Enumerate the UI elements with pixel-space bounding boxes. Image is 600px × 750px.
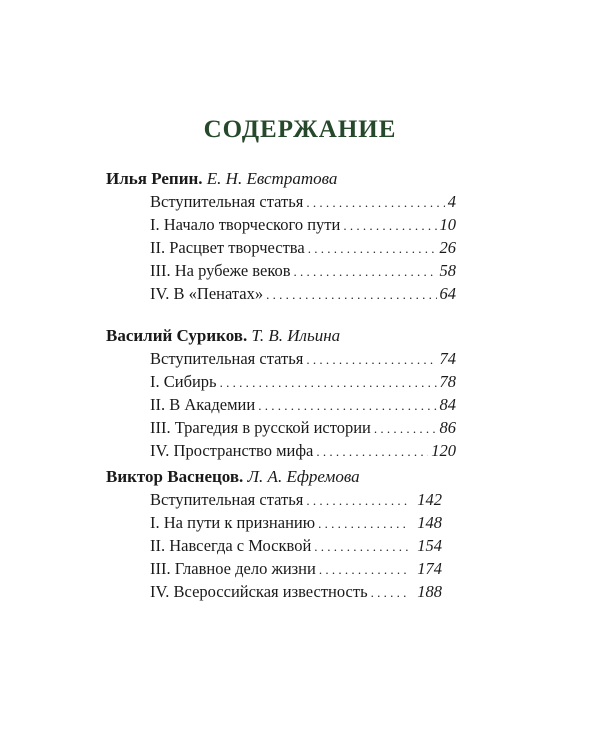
entry-page-number: 64	[439, 284, 456, 303]
dot-leader	[266, 283, 436, 306]
entry-page-number: 58	[439, 261, 456, 280]
entry-label: I. На пути к признанию	[150, 513, 316, 532]
toc-entry[interactable]	[150, 439, 456, 462]
artist-name: Илья Репин.	[106, 169, 203, 188]
entry-label: III. Главное дело жизни	[150, 559, 316, 578]
page-title: СОДЕРЖАНИЕ	[203, 116, 397, 143]
entry-page-number: 148	[417, 513, 442, 532]
toc-entry[interactable]	[150, 557, 456, 580]
toc-entry[interactable]	[150, 259, 456, 282]
toc-entries	[150, 190, 456, 305]
toc-entry[interactable]	[150, 511, 456, 534]
dot-leader	[308, 237, 437, 260]
dot-leader	[306, 489, 409, 512]
entry-label: II. В Академии	[150, 395, 256, 414]
toc-entry[interactable]	[150, 416, 456, 439]
entry-page-number: 174	[417, 559, 442, 578]
dot-leader	[294, 260, 437, 283]
entry-page-number: 188	[417, 582, 442, 601]
entry-label: Вступительная статья	[150, 490, 304, 509]
section-heading	[106, 168, 466, 190]
entry-label: I. Сибирь	[150, 372, 217, 391]
toc-entries	[150, 347, 456, 462]
dot-leader	[306, 348, 436, 371]
artist-name: Василий Суриков.	[106, 326, 248, 345]
entry-page-number: 4	[447, 192, 456, 211]
toc-entry[interactable]	[150, 488, 456, 511]
entry-page-number: 86	[439, 418, 456, 437]
editor-name: Л. А. Ефремова	[247, 467, 360, 486]
editor-name: Т. В. Ильина	[251, 326, 341, 345]
entry-label: I. Начало творческого пути	[150, 215, 341, 234]
entry-label: II. Навсегда с Москвой	[150, 536, 312, 555]
toc-entries	[150, 488, 456, 603]
section-heading	[106, 466, 466, 488]
dot-leader	[343, 214, 436, 237]
entry-page-number: 120	[431, 441, 456, 460]
entry-page-number: 74	[439, 349, 456, 368]
toc-entry[interactable]	[150, 282, 456, 305]
entry-page-number: 10	[439, 215, 456, 234]
entry-label: Вступительная статья	[150, 349, 304, 368]
artist-name: Виктор Васнецов.	[106, 467, 244, 486]
entry-label: IV. В «Пенатах»	[150, 284, 264, 303]
entry-page-number: 78	[439, 372, 456, 391]
entry-label: II. Расцвет творчества	[150, 238, 305, 257]
toc-entry[interactable]	[150, 213, 456, 236]
entry-label: IV. Пространство мифа	[150, 441, 314, 460]
dot-leader	[258, 394, 436, 417]
toc-entry[interactable]	[150, 534, 456, 557]
entry-label: III. Трагедия в русской истории	[150, 418, 371, 437]
entry-label: Вступительная статья	[150, 192, 304, 211]
toc-section-vasnetsov	[106, 466, 466, 603]
toc-entry[interactable]	[150, 236, 456, 259]
dot-leader	[220, 371, 437, 394]
entry-page-number: 142	[417, 490, 442, 509]
entry-label: III. На рубеже веков	[150, 261, 291, 280]
dot-leader	[318, 512, 409, 535]
entry-page-number: 84	[439, 395, 456, 414]
entry-page-number: 154	[417, 536, 442, 555]
editor-name: Е. Н. Евстратова	[206, 169, 338, 188]
toc-entry[interactable]	[150, 580, 456, 603]
toc-entry[interactable]	[150, 190, 456, 213]
dot-leader	[374, 417, 437, 440]
dot-leader	[314, 535, 409, 558]
dot-leader	[371, 581, 409, 604]
section-heading	[106, 325, 466, 347]
entry-page-number: 26	[439, 238, 456, 257]
entry-label: IV. Всероссийская известность	[150, 582, 368, 601]
toc-section-surikov	[106, 325, 466, 462]
toc-entry[interactable]	[150, 347, 456, 370]
dot-leader	[306, 191, 444, 214]
toc-section-repin	[106, 168, 466, 305]
toc-entry[interactable]	[150, 370, 456, 393]
toc-entry[interactable]	[150, 393, 456, 416]
dot-leader	[316, 440, 428, 463]
dot-leader	[319, 558, 409, 581]
